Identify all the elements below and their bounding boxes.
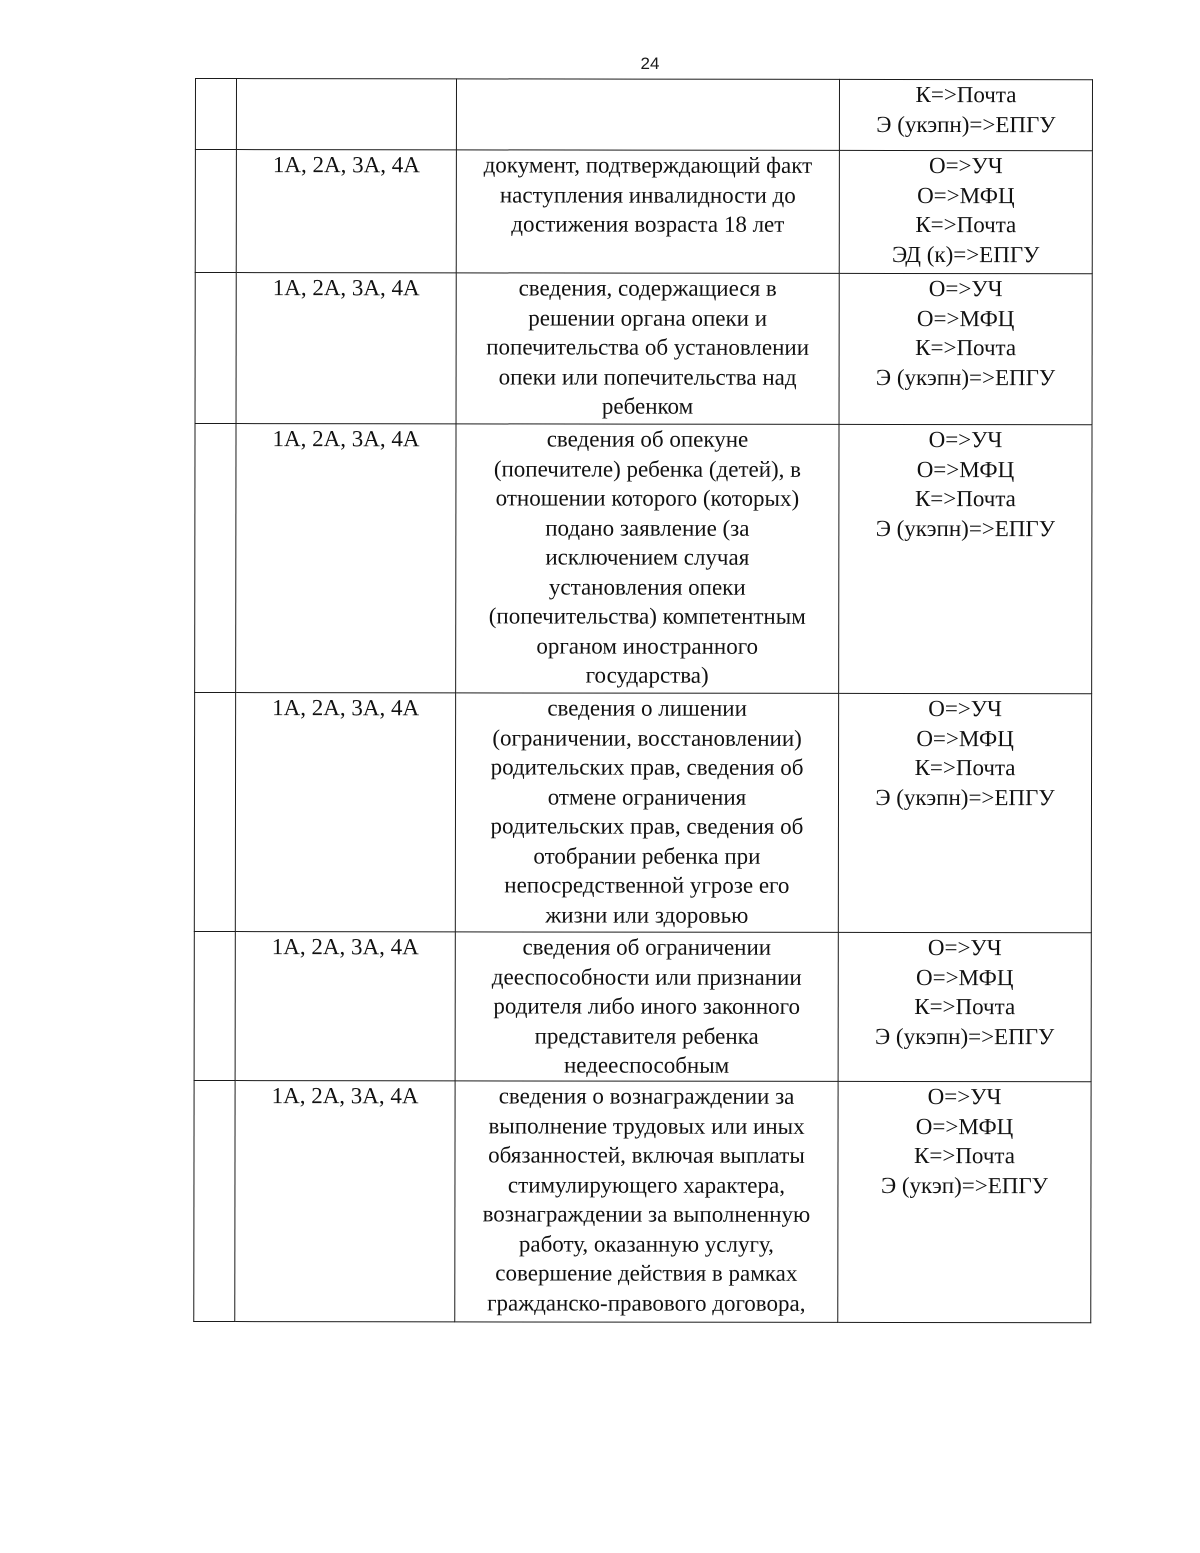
description-line: родительских прав, сведения об	[490, 754, 804, 780]
row-number-cell	[195, 150, 236, 273]
submission-method: ЭД (к)=>ЕПГУ	[892, 241, 1040, 267]
description-line: подано заявление (за	[545, 514, 750, 541]
description-line: обязанностей, включая выплаты	[488, 1142, 805, 1168]
description-line: наступления инвалидности до	[499, 181, 796, 208]
description-line: органом иностранного	[536, 632, 759, 659]
documents-table	[193, 78, 1093, 1323]
description-line: родительских прав, сведения об	[490, 813, 804, 839]
applicant-codes-cell: 1А, 2А, 3А, 4А	[235, 693, 455, 932]
submission-method: К=>Почта	[914, 994, 1016, 1020]
description-line: жизни или здоровью	[545, 901, 749, 928]
submission-method: К=>Почта	[915, 335, 1017, 361]
description-line: стимулирующего характера,	[507, 1171, 785, 1198]
applicant-codes-cell: 1А, 2А, 3А, 4А	[235, 932, 455, 1081]
document-description-cell	[455, 1081, 838, 1323]
submission-method: Э (укэпн)=>ЕПГУ	[874, 1023, 1055, 1049]
submission-methods-cell	[838, 693, 1091, 932]
submission-methods-cell	[839, 79, 1092, 150]
description-line: сведения о лишении	[547, 695, 747, 721]
description-line: опеки или попечительства над	[498, 363, 797, 390]
applicant-codes-cell	[236, 79, 456, 150]
submission-method: Э (укэпн)=>ЕПГУ	[875, 364, 1056, 390]
description-line: установления опеки	[548, 573, 746, 600]
description-line: государства)	[585, 662, 709, 688]
submission-method: О=>МФЦ	[915, 964, 1014, 990]
submission-methods-cell	[839, 424, 1092, 693]
submission-method: О=>МФЦ	[917, 182, 1015, 208]
description-line: попечительства об установлении	[486, 334, 810, 360]
submission-methods-cell	[838, 1081, 1091, 1322]
description-line: отношении которого (которых)	[495, 485, 800, 511]
submission-method: О=>УЧ	[927, 935, 1002, 961]
description-line: работу, оказанную услугу,	[518, 1230, 774, 1257]
submission-method: О=>УЧ	[928, 153, 1003, 179]
submission-method: О=>МФЦ	[916, 305, 1015, 331]
table-row	[194, 1080, 1091, 1322]
description-line: вознаграждении за выполненную	[482, 1201, 811, 1227]
document-description-cell	[456, 424, 839, 694]
submission-method: Э (укэпн)=>ЕПГУ	[876, 111, 1056, 137]
submission-method: К=>Почта	[915, 212, 1017, 238]
submission-method: О=>УЧ	[928, 427, 1003, 453]
description-line: (попечительства) компетентным	[488, 603, 806, 629]
description-line: родителя либо иного законного	[493, 993, 801, 1019]
description-line: дееспособности или признании	[491, 963, 802, 990]
table-row	[195, 150, 1092, 274]
page-number: 24	[640, 54, 660, 73]
description-line: сведения о вознаграждении за	[498, 1083, 795, 1109]
description-line: (ограничении, восстановлении)	[492, 724, 802, 751]
description-line: сведения об ограничении	[522, 934, 772, 960]
submission-method: О=>МФЦ	[916, 725, 1014, 751]
table-row	[195, 424, 1092, 694]
table-row	[195, 79, 1092, 151]
submission-methods-cell	[839, 273, 1092, 424]
submission-method: О=>УЧ	[928, 276, 1003, 302]
submission-methods-cell	[839, 150, 1092, 273]
description-line: непосредственной угрозе его	[504, 872, 790, 898]
table-row	[195, 273, 1092, 425]
description-line: представителя ребенка	[534, 1022, 759, 1049]
row-number-cell	[194, 693, 235, 932]
applicant-codes-cell: 1А, 2А, 3А, 4А	[236, 424, 456, 693]
description-line: совершение действия в рамках	[495, 1260, 798, 1286]
description-line: сведения об опекуне	[546, 426, 749, 452]
description-line: документ, подтверждающий факт	[483, 152, 813, 178]
row-number-cell	[194, 931, 235, 1080]
submission-method: К=>Почта	[914, 755, 1016, 781]
submission-method: О=>МФЦ	[916, 456, 1015, 482]
submission-method: О=>УЧ	[928, 696, 1003, 722]
row-number-cell	[195, 424, 236, 693]
submission-method: О=>МФЦ	[915, 1113, 1014, 1139]
description-line: достижения возраста 18 лет	[511, 211, 785, 237]
submission-methods-cell	[838, 932, 1091, 1081]
table-body	[194, 79, 1093, 1323]
document-description-cell	[455, 932, 838, 1082]
row-number-cell	[195, 79, 236, 150]
description-line: отобрании ребенка при	[533, 842, 761, 869]
applicant-codes-cell: 1А, 2А, 3А, 4А	[236, 273, 456, 424]
submission-method: К=>Почта	[914, 1143, 1015, 1169]
table-row	[194, 693, 1091, 933]
document-description-cell	[456, 273, 839, 425]
submission-method: К=>Почта	[915, 82, 1017, 108]
document-description-cell	[456, 150, 839, 274]
description-line: ребенком	[601, 393, 694, 419]
description-line: гражданско-правового договора,	[487, 1289, 806, 1316]
applicant-codes-cell: 1А, 2А, 3А, 4А	[236, 150, 456, 273]
description-line: сведения, содержащиеся в	[518, 275, 777, 301]
applicant-codes-cell: 1А, 2А, 3А, 4А	[235, 1081, 455, 1322]
table-row	[194, 931, 1091, 1081]
submission-method: Э (укэпн)=>ЕПГУ	[875, 784, 1055, 810]
description-line: (попечителе) ребенка (детей), в	[493, 455, 802, 482]
row-number-cell	[195, 273, 236, 424]
submission-method: Э (укэп)=>ЕПГУ	[880, 1172, 1048, 1198]
document-description-cell	[456, 79, 839, 151]
description-line: отмене ограничения	[547, 783, 747, 810]
description-line: выполнение трудовых или иных	[488, 1112, 805, 1139]
document-description-cell	[455, 693, 838, 933]
submission-method: К=>Почта	[914, 486, 1016, 512]
submission-method: О=>УЧ	[927, 1084, 1002, 1110]
description-line: исключением случая	[545, 544, 750, 570]
row-number-cell	[194, 1080, 235, 1321]
description-line: решении органа опеки и	[528, 304, 768, 331]
submission-method: Э (укэпн)=>ЕПГУ	[875, 515, 1056, 541]
description-line: недееспособным	[563, 1052, 730, 1078]
